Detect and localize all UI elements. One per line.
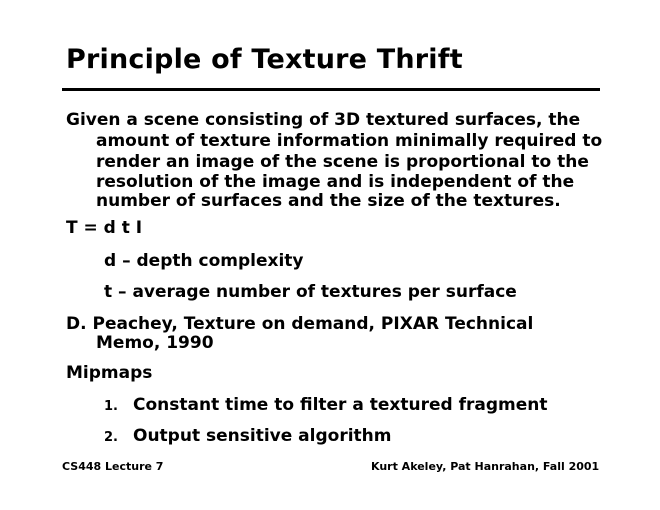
reference-line: D. Peachey, Texture on demand, PIXAR Technical bbox=[66, 314, 534, 334]
mipmaps-heading: Mipmaps bbox=[66, 363, 153, 383]
paragraph-line: amount of texture information minimally required to bbox=[96, 131, 603, 151]
reference-line: Memo, 1990 bbox=[96, 333, 214, 353]
footer-right: Kurt Akeley, Pat Hanrahan, Fall 2001 bbox=[371, 460, 600, 473]
paragraph-line: number of surfaces and the size of the textures. bbox=[96, 191, 561, 211]
footer-left: CS448 Lecture 7 bbox=[62, 460, 164, 473]
list-item-number: 2. bbox=[104, 430, 118, 445]
paragraph-line: resolution of the image and is independent of the bbox=[96, 172, 575, 192]
formula-text: T = d t I bbox=[66, 218, 143, 238]
paragraph-line: Given a scene consisting of 3D textured surfaces, the bbox=[66, 110, 581, 130]
paragraph-line: render an image of the scene is proportional to the bbox=[96, 152, 589, 172]
title-underline bbox=[62, 88, 600, 91]
formula-term: d – depth complexity bbox=[104, 251, 304, 271]
list-item-text: Constant time to filter a textured fragment bbox=[133, 395, 548, 415]
list-item-number: 1. bbox=[104, 399, 118, 414]
formula-term: t – average number of textures per surface bbox=[104, 282, 517, 302]
slide-title: Principle of Texture Thrift bbox=[66, 44, 463, 75]
list-item-text: Output sensitive algorithm bbox=[133, 426, 392, 446]
